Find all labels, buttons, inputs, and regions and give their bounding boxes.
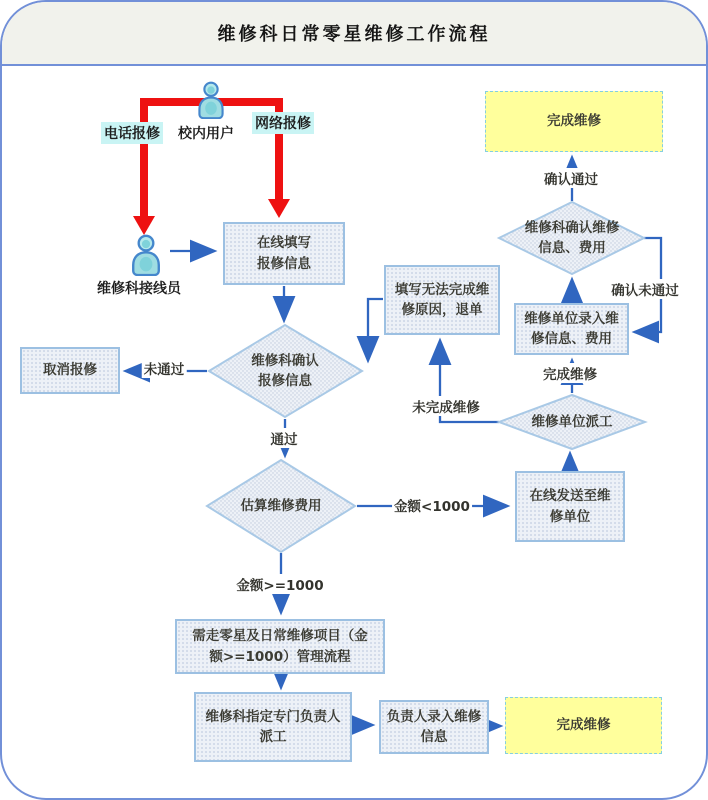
page-title: 维修科日常零星维修工作流程 xyxy=(217,24,491,45)
edge-label-not-done: 未完成维修 xyxy=(410,396,482,416)
node-leader-enter-label: 负责人录入维修信息 xyxy=(386,708,482,745)
operator-icon xyxy=(126,234,166,276)
node-unit-enter xyxy=(514,303,629,355)
node-send-online xyxy=(515,471,625,542)
node-done-top xyxy=(485,91,663,152)
node-assign-label: 维修科指定专门负责人派工 xyxy=(205,708,341,745)
edge-reason-to-confirm xyxy=(368,299,383,360)
node-send-online-label: 在线发送至维修单位 xyxy=(529,488,611,525)
node-unit-enter-label: 维修单位录入维修信息、费用 xyxy=(524,310,619,347)
node-fill-info xyxy=(223,222,345,285)
channel-network-tag: 网络报修 xyxy=(252,112,314,134)
node-estimate-label: 估算维修费用 xyxy=(240,497,322,514)
node-mgmt-label: 需走零星及日常维修项目（金额>=1000）管理流程 xyxy=(192,628,368,665)
node-assign xyxy=(194,692,352,762)
edge-label-pass: 通过 xyxy=(269,428,300,448)
campus-user-label: 校内用户 xyxy=(178,126,234,142)
node-confirm-report xyxy=(215,343,355,399)
edge-label-amount-ge: 金额>=1000 xyxy=(234,574,325,594)
node-reason xyxy=(384,265,500,335)
node-dispatch xyxy=(502,408,642,436)
edge-label-confirm-fail: 确认未通过 xyxy=(609,279,681,299)
node-cancel xyxy=(20,347,120,394)
node-confirm-cost xyxy=(502,210,642,266)
node-reason-label: 填写无法完成维修原因，退单 xyxy=(394,281,490,318)
edge-label-confirm-pass: 确认通过 xyxy=(542,168,600,188)
node-confirm-report-label: 维修科确认报修信息 xyxy=(251,352,319,389)
channel-phone-tag: 电话报修 xyxy=(101,122,163,144)
node-mgmt xyxy=(175,619,385,674)
campus-user-icon xyxy=(191,81,231,119)
node-cancel-label: 取消报修 xyxy=(43,362,97,379)
red-phone-arrowhead xyxy=(133,216,155,235)
node-fill-info-label: 在线填写报修信息 xyxy=(257,235,311,272)
edge-label-done: 完成维修 xyxy=(541,363,599,383)
red-network-arrowhead xyxy=(268,199,290,218)
edge-label-amount-lt: 金额<1000 xyxy=(392,495,472,515)
edge-label-fail: 未通过 xyxy=(142,358,187,378)
node-leader-enter xyxy=(379,700,489,754)
node-estimate xyxy=(211,492,351,520)
node-confirm-cost-label: 维修科确认维修信息、费用 xyxy=(524,219,620,256)
node-done-bottom-label: 完成维修 xyxy=(556,717,611,734)
node-done-bottom xyxy=(505,697,662,754)
operator-label: 维修科接线员 xyxy=(97,281,181,297)
node-done-top-label: 完成维修 xyxy=(547,113,601,130)
node-dispatch-label: 维修单位派工 xyxy=(531,413,613,430)
